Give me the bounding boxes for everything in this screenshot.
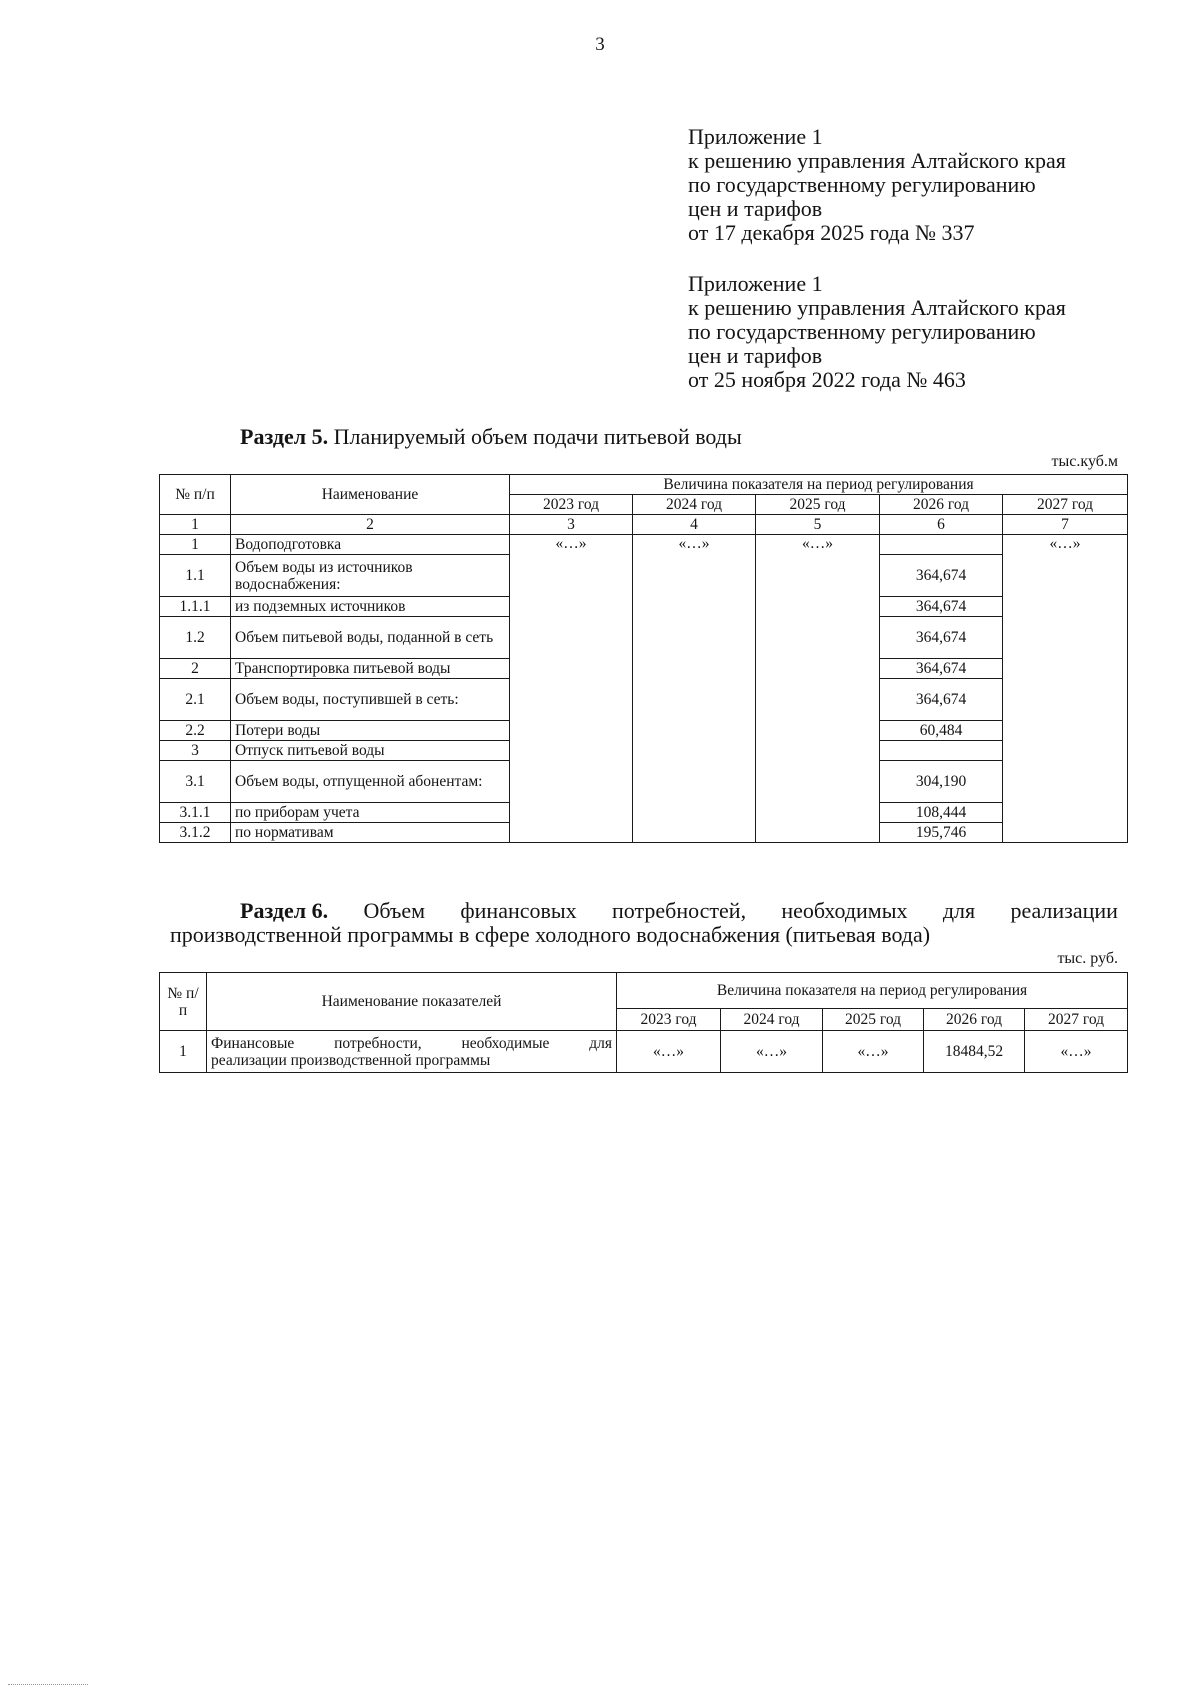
- column-number: 5: [756, 515, 880, 535]
- row-num: 3.1.1: [160, 803, 231, 823]
- appendix-line: цен и тарифов: [688, 196, 823, 221]
- header-year: 2025 год: [823, 1009, 924, 1031]
- value-2026: 364,674: [880, 659, 1003, 679]
- header-year: 2025 год: [756, 495, 880, 515]
- value-2026: 364,674: [880, 555, 1003, 597]
- row-num: 2.1: [160, 679, 231, 721]
- row-name: Отпуск питьевой воды: [231, 741, 510, 761]
- row-name: Объем питьевой воды, поданной в сеть: [231, 617, 510, 659]
- header-name: Наименование: [231, 475, 510, 515]
- header-period: Величина показателя на период регулирования: [617, 973, 1128, 1009]
- row-num: 3.1: [160, 761, 231, 803]
- column-number: 7: [1003, 515, 1128, 535]
- header-num: № п/п: [160, 475, 231, 515]
- row-name: Объем воды из источников водоснабжения:: [231, 555, 510, 597]
- name-word: потребности,: [334, 1034, 422, 1052]
- section6-title-line1: [170, 899, 1118, 923]
- heading-word: потребностей,: [612, 898, 747, 923]
- header-year: 2023 год: [617, 1009, 721, 1031]
- value-2026: 364,674: [880, 679, 1003, 721]
- value-2024: «…»: [721, 1031, 823, 1073]
- section6-heading: [170, 899, 1118, 947]
- header-year: 2027 год: [1025, 1009, 1128, 1031]
- appendix-line: Приложение 1: [688, 271, 823, 296]
- row-num: 1.2: [160, 617, 231, 659]
- value-2027: «…»: [1025, 1031, 1128, 1073]
- row-name: Объем воды, поступившей в сеть:: [231, 679, 510, 721]
- name-word: для: [589, 1034, 612, 1052]
- column-number: 6: [880, 515, 1003, 535]
- value-2026: 195,746: [880, 823, 1003, 843]
- header-period: Величина показателя на период регулирования: [510, 475, 1128, 495]
- value-2026: 18484,52: [924, 1031, 1025, 1073]
- row-num: 2.2: [160, 721, 231, 741]
- section5-title: Планируемый объем подачи питьевой воды: [333, 424, 742, 449]
- header-year: 2024 год: [633, 495, 756, 515]
- appendix-line: цен и тарифов: [688, 343, 823, 368]
- header-year: 2024 год: [721, 1009, 823, 1031]
- section5-heading: [240, 424, 742, 449]
- row-num: 1: [160, 1031, 207, 1073]
- header-num: № п/п: [160, 973, 207, 1031]
- heading-word: необходимых: [781, 898, 908, 923]
- appendix-original-header: [688, 272, 1148, 392]
- section6-unit: тыс. руб.: [1057, 950, 1118, 967]
- name-word: Финансовые: [211, 1034, 295, 1052]
- header-year: 2023 год: [510, 495, 633, 515]
- row-name: Потери воды: [231, 721, 510, 741]
- appendix-line: по государственному регулированию: [688, 319, 1036, 344]
- row-name-line1: [211, 1035, 612, 1052]
- value-2024: «…»: [633, 535, 756, 843]
- value-2023: «…»: [617, 1031, 721, 1073]
- appendix-current-header: [688, 125, 1148, 245]
- value-2026: 304,190: [880, 761, 1003, 803]
- appendix-line: Приложение 1: [688, 124, 823, 149]
- section5-table: [159, 474, 1128, 843]
- row-num: 1.1: [160, 555, 231, 597]
- row-name-line2: реализации производственной программы: [211, 1051, 491, 1069]
- scan-artifact: [8, 1684, 88, 1687]
- row-num: 2: [160, 659, 231, 679]
- section5-label: Раздел 5.: [240, 424, 329, 449]
- value-2026: 364,674: [880, 597, 1003, 617]
- row-name: по приборам учета: [231, 803, 510, 823]
- value-2027: «…»: [1003, 535, 1128, 843]
- row-name: Водоподготовка: [231, 535, 510, 555]
- section6-label: Раздел 6.: [240, 898, 329, 923]
- value-2026: [880, 741, 1003, 761]
- heading-word: для: [942, 898, 976, 923]
- header-name: Наименование показателей: [207, 973, 617, 1031]
- table-row: [160, 535, 1128, 555]
- table-row: [160, 1031, 1128, 1073]
- row-name: [207, 1031, 617, 1073]
- value-2026: 108,444: [880, 803, 1003, 823]
- column-number: 3: [510, 515, 633, 535]
- row-name: по нормативам: [231, 823, 510, 843]
- value-2023: «…»: [510, 535, 633, 843]
- heading-word: финансовых: [460, 898, 577, 923]
- value-2025: «…»: [823, 1031, 924, 1073]
- row-name: Транспортировка питьевой воды: [231, 659, 510, 679]
- heading-word: Объем: [363, 898, 426, 923]
- appendix-line: по государственному регулированию: [688, 172, 1036, 197]
- row-num: 1: [160, 535, 231, 555]
- name-word: необходимые: [461, 1034, 550, 1052]
- column-number: 2: [231, 515, 510, 535]
- value-2026: 364,674: [880, 617, 1003, 659]
- appendix-line: от 17 декабря 2025 года № 337: [688, 220, 975, 245]
- column-number: 1: [160, 515, 231, 535]
- appendix-line: от 25 ноября 2022 года № 463: [688, 367, 966, 392]
- value-2026: [880, 535, 1003, 555]
- column-number: 4: [633, 515, 756, 535]
- value-2026: 60,484: [880, 721, 1003, 741]
- header-year: 2026 год: [924, 1009, 1025, 1031]
- header-year: 2026 год: [880, 495, 1003, 515]
- appendix-line: к решению управления Алтайского края: [688, 148, 1066, 173]
- row-name: из подземных источников: [231, 597, 510, 617]
- section5-unit: тыс.куб.м: [1051, 453, 1118, 470]
- value-2025: «…»: [756, 535, 880, 843]
- row-name: Объем воды, отпущенной абонентам:: [231, 761, 510, 803]
- page-number: 3: [595, 34, 605, 55]
- header-year: 2027 год: [1003, 495, 1128, 515]
- row-num: 3.1.2: [160, 823, 231, 843]
- heading-word: реализации: [1010, 898, 1118, 923]
- row-num: 1.1.1: [160, 597, 231, 617]
- section6-title-line2: производственной программы в сфере холодного водоснабжения (питьевая вода): [170, 922, 931, 947]
- appendix-line: к решению управления Алтайского края: [688, 295, 1066, 320]
- row-num: 3: [160, 741, 231, 761]
- section6-table: [159, 972, 1128, 1073]
